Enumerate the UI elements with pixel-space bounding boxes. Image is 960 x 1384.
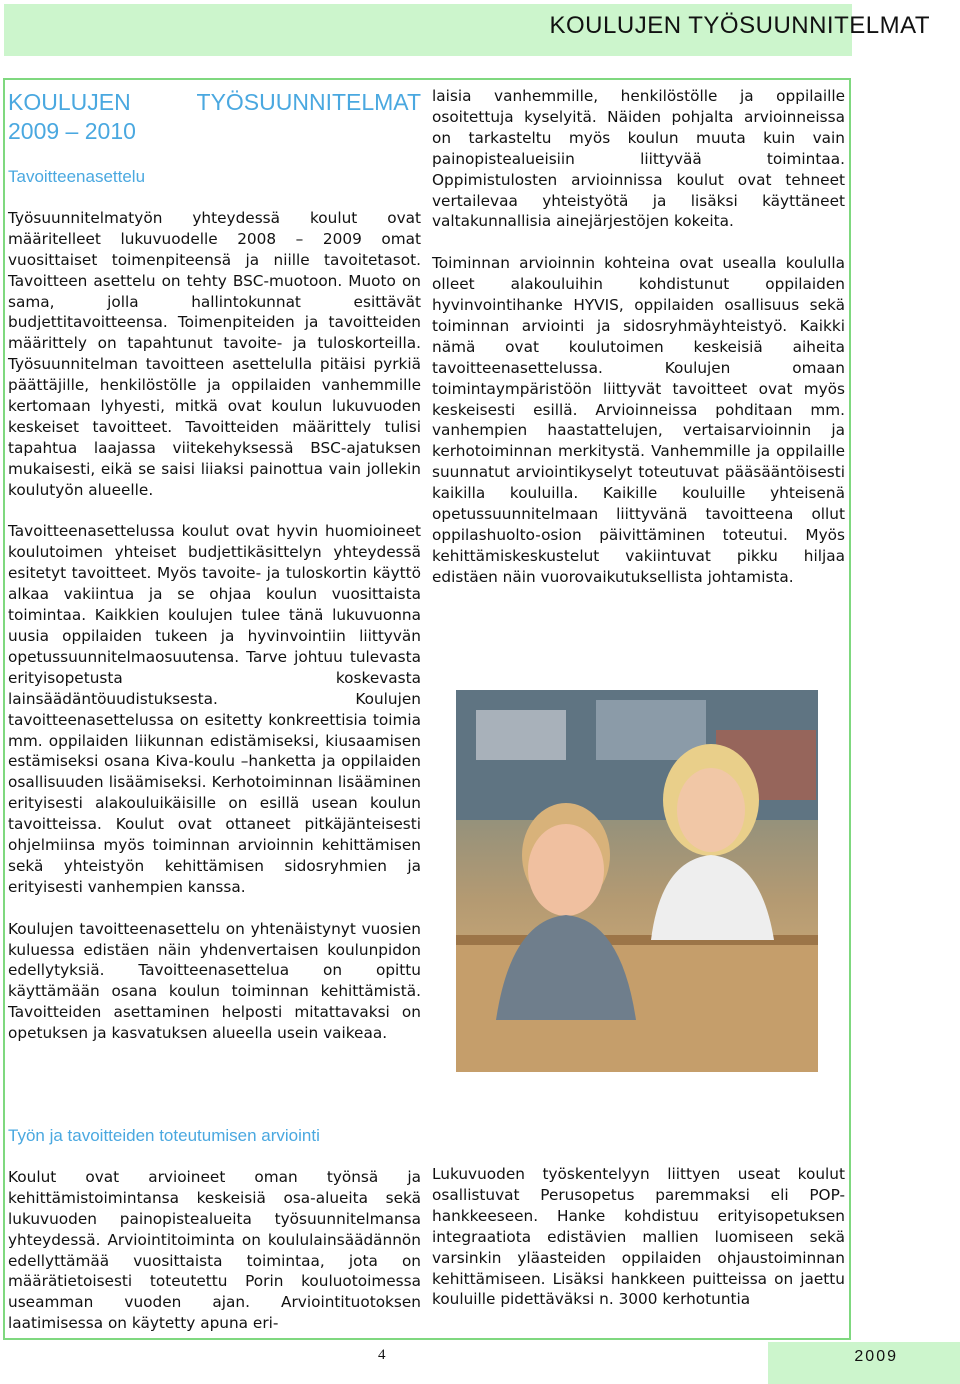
page-number: 4 xyxy=(378,1347,386,1363)
document-title-word-1: KOULUJEN xyxy=(8,89,131,115)
document-title xyxy=(8,88,421,146)
goals-section-heading: Tavoitteenasettelu xyxy=(8,167,146,186)
header-title: KOULUJEN TYÖSUUNNITELMAT xyxy=(549,12,930,39)
right-column xyxy=(432,86,845,609)
photo-boy-face xyxy=(528,824,604,916)
document-title-line-2: 2009 – 2010 xyxy=(8,118,136,144)
evaluation-section xyxy=(8,1125,421,1334)
pop-project-section xyxy=(432,1164,845,1310)
right-paragraph-1: laisia vanhemmille, henkilöstölle ja oppilaille osoitettuja kyselyitä. Näiden pohjalta arvioinneissa on tarkasteltu myös koulun muuta kuin vain painopistealueisiin liittyvää toimintaa. Oppimistulosten arvioinnissa koulut ovat tehneet vertailevaa yhteistyötä ja lisäksi käyttäneet valtakunnallisia ainejärjestöjen kokeita. xyxy=(432,87,845,231)
photo-storage-box xyxy=(476,710,566,760)
footer-year: 2009 xyxy=(854,1348,898,1365)
left-paragraph-3: Koulujen tavoitteenasettelu on yhtenäistynyt vuosien kuluessa edistäen näin yhdenvertaisen koulunpidon edellytyksiä. Tavoitteenasettelua on opittu käyttämään osana koulun toiminnan kehittämistä. Tavoitteiden asettaminen helposti mitattavaksi on opetuksen ja kasvatuksen alueella usein vaikeaa. xyxy=(8,919,421,1043)
right-paragraph-3: Lukuvuoden työskentelyyn liittyen useat koulut osallistuvat Perusopetus paremmaksi eli POP-hankkeeseen. Hanke kohdistuu erityisopetuksen integraatiota edistävien mallien luomiseen sekä varsinkin yläasteiden oppilaiden ohjaustoiminnan kehittämiseen. Lisäksi hankkeen puitteissa on jaettu kouluille pidettäväksi n. 3000 kerhotuntia xyxy=(432,1165,845,1309)
document-title-line-1 xyxy=(8,88,421,117)
classroom-photo-illustration xyxy=(456,690,818,1072)
left-column xyxy=(8,88,421,1065)
left-paragraph-4: Koulut ovat arvioineet oman työnsä ja kehittämistoimintansa keskeisiä osa-alueita sekä lukuvuoden painopistealueita työsuunnitelmansa yhteydessä. Arviointitoiminta on koululainsäädännön edellyttämää vuosittaista toimintaa, jota on määrätietoisesti toteutettu Porin kouluotoimessa useamman vuoden ajan. Arviointituotoksen laatimisessa on käytetty apuna eri- xyxy=(8,1167,421,1333)
classroom-photo xyxy=(456,690,818,1072)
evaluation-section-heading: Työn ja tavoitteiden toteutumisen arviointi xyxy=(8,1126,320,1145)
document-title-word-2: TYÖSUUNNITELMAT xyxy=(196,89,421,115)
photo-girl-shirt xyxy=(651,855,774,940)
photo-girl-face xyxy=(677,768,745,852)
photo-boy-shirt xyxy=(496,915,636,1020)
left-paragraph-1: Työsuunnitelmatyön yhteydessä koulut ovat määritelleet lukuvuodelle 2008 – 2009 omat vuosittaiset toimenpiteensä ja niille tavoitetasot. Tavoitteen asettelu on tehty BSC-muotoon. Muoto on sama, jolla hallintokunnat esittävät budjettitavoitteensa. Toimenpiteiden ja tavoitteiden määrittely on tapahtunut tavoite- ja tuloskorteilla. Työsuunnitelman tavoitteen asettelulla pitäisi pyrkiä päättäjille, henkilöstölle ja oppilaiden vanhemmille kertomaan lyhyesti, mitkä ovat koulun lukuvuoden keskeiset tavoitteet. Tavoitteiden määrittely tulisi tapahtua laajassa viitekehyksessä BSC-ajatuksen mukaisesti, eikä se saisi liiaksi painottua vain jollekin koulutyön alueelle. xyxy=(8,208,421,499)
left-paragraph-2: Tavoitteenasettelussa koulut ovat hyvin huomioineet koulutoimen yhteiset budjettikäsittelyn yhteydessä esitetyt tavoitteet. Myös tavoite- ja tuloskortin käyttö alkaa vakiintua ja se ohjaa koulun vuosittaista toimintaa. Kaikkien koulujen tulee tänä lukuvuonna uusia oppilaiden tukeen ja hyvinvointiin liittyvän opetussuunnitelmaosuutensa. Tarve johtuu tulevasta erityisopetusta koskevasta lainsäädäntöuudistuksesta. Koulujen tavoitteenasettelussa on esitetty konkreettisia toimia mm. oppilaiden liikunnan edistämiseksi, kiusaamisen estämiseksi osana Kiva-koulu –hanketta ja oppilaiden osallisuuden lisäämiseksi. Kerhotoiminnan lisääminen erityisesti alakouluikäisille on esillä usean koulun tavoitteissa. Koulut ovat ottaneet pitkäjänteisesti ohjelmiinsa myös toiminnan arvioinnin kehittämisen sekä yhteistyön kehittämisen sidosryhmien ja erityisesti vanhempien kanssa. xyxy=(8,522,421,896)
right-paragraph-2: Toiminnan arvioinnin kohteina ovat usealla koululla olleet alakouluihin kohdistunut oppilaiden hyvinvointihanke HYVIS, oppilaiden osallisuus sekä toiminnan arviointi ja sidosryhmäyhteistyö. Kaikki nämä ovat koulutoimen keskeisiä aiheita tavoitteenasettelussa. Koulujen omaan toimintaympäristöön liittyvät tavoitteet ovat myös keskeisesti esillä. Arvioinneissa pohditaan mm. vanhempien haastattelujen, vertaisarvioinnin ja kerhotoiminnan merkitystä. Vanhemmille ja oppilaille suunnatut arviointikyselyt toteutuvat pääsääntöisesti kaikilla kouluilla. Kaikille kouluille yhteisenä opetussuunnitelmaan liittyvänä tavoitteena ollut oppilashuolto-osion päivittäminen toteutui. Myös kehittämiskeskustelut vakiintuvat pikku hiljaa edistäen näin vuorovaikutuksellista johtamista. xyxy=(432,254,845,586)
